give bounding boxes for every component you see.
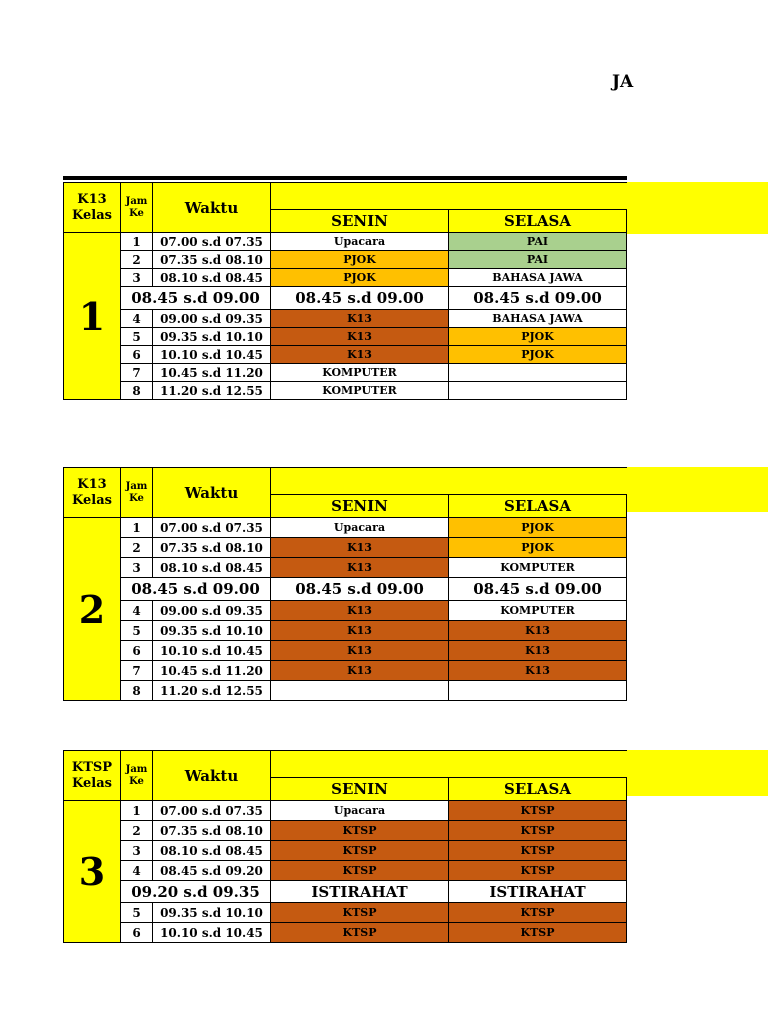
- senin-subject: K13: [271, 328, 449, 346]
- jam-ke-header: [121, 751, 153, 801]
- selasa-subject: K13: [449, 641, 627, 661]
- break-time: 09.20 s.d 09.35: [121, 881, 271, 903]
- period-number: 1: [121, 518, 153, 538]
- ke-label: Ke: [129, 207, 144, 219]
- period-time: 09.35 s.d 10.10: [153, 903, 271, 923]
- senin-subject: Upacara: [271, 801, 449, 821]
- class-number: 2: [64, 518, 121, 701]
- period-number: 5: [121, 621, 153, 641]
- period-time: 09.00 s.d 09.35: [153, 310, 271, 328]
- table-row: [64, 382, 627, 400]
- senin-subject: KTSP: [271, 821, 449, 841]
- period-time: 07.00 s.d 07.35: [153, 801, 271, 821]
- table-row: [64, 841, 627, 861]
- header-row-top: [64, 183, 627, 210]
- selasa-break: 08.45 s.d 09.00: [449, 287, 627, 310]
- table-row: [64, 364, 627, 382]
- table-row: [64, 923, 627, 943]
- senin-subject: K13: [271, 601, 449, 621]
- kelas-label: Kelas: [72, 492, 112, 508]
- senin-subject: K13: [271, 538, 449, 558]
- period-time: 08.10 s.d 08.45: [153, 841, 271, 861]
- selasa-subject: BAHASA JAWA: [449, 310, 627, 328]
- kelas-header: [64, 751, 121, 801]
- period-time: 10.10 s.d 10.45: [153, 641, 271, 661]
- senin-subject: K13: [271, 346, 449, 364]
- class-number: 3: [64, 801, 121, 943]
- senin-header: SENIN: [271, 495, 449, 518]
- period-number: 6: [121, 923, 153, 943]
- period-number: 2: [121, 821, 153, 841]
- selasa-subject: KTSP: [449, 821, 627, 841]
- period-time: 10.10 s.d 10.45: [153, 923, 271, 943]
- selasa-subject: [449, 382, 627, 400]
- break-row: [64, 287, 627, 310]
- period-time: 09.35 s.d 10.10: [153, 621, 271, 641]
- senin-subject: K13: [271, 641, 449, 661]
- selasa-subject: [449, 681, 627, 701]
- period-time: 09.35 s.d 10.10: [153, 328, 271, 346]
- break-row: [64, 578, 627, 601]
- selasa-subject: PAI: [449, 233, 627, 251]
- senin-subject: KTSP: [271, 903, 449, 923]
- selasa-break: ISTIRAHAT: [449, 881, 627, 903]
- period-time: 08.45 s.d 09.20: [153, 861, 271, 881]
- selasa-subject: KTSP: [449, 923, 627, 943]
- period-time: 08.10 s.d 08.45: [153, 558, 271, 578]
- period-time: 11.20 s.d 12.55: [153, 681, 271, 701]
- table-row: [64, 328, 627, 346]
- table-row: [64, 518, 627, 538]
- day-group-header: [271, 751, 627, 778]
- table-row: [64, 538, 627, 558]
- jam-label: Jam: [125, 195, 148, 207]
- schedule-table-2: [63, 467, 627, 701]
- senin-break: 08.45 s.d 09.00: [271, 287, 449, 310]
- day-group-header: [271, 468, 627, 495]
- ke-label: Ke: [129, 775, 144, 787]
- senin-subject: K13: [271, 558, 449, 578]
- period-time: 11.20 s.d 12.55: [153, 382, 271, 400]
- kelas-header: [64, 183, 121, 233]
- senin-subject: KTSP: [271, 923, 449, 943]
- waktu-header: Waktu: [153, 183, 271, 233]
- jam-ke-header: [121, 183, 153, 233]
- table-row: [64, 601, 627, 621]
- period-number: 7: [121, 364, 153, 382]
- schedule-table-3: [63, 750, 627, 943]
- table-row: [64, 681, 627, 701]
- header-row-top: [64, 468, 627, 495]
- period-number: 5: [121, 903, 153, 923]
- period-time: 09.00 s.d 09.35: [153, 601, 271, 621]
- table-row: [64, 821, 627, 841]
- period-number: 1: [121, 233, 153, 251]
- period-time: 07.35 s.d 08.10: [153, 251, 271, 269]
- curriculum-label: K13: [77, 191, 107, 207]
- break-time: 08.45 s.d 09.00: [121, 287, 271, 310]
- period-number: 2: [121, 538, 153, 558]
- period-number: 8: [121, 681, 153, 701]
- header-band-1: [627, 182, 768, 234]
- period-time: 08.10 s.d 08.45: [153, 269, 271, 287]
- selasa-subject: KOMPUTER: [449, 558, 627, 578]
- table-row: [64, 233, 627, 251]
- senin-break: ISTIRAHAT: [271, 881, 449, 903]
- kelas-label: Kelas: [72, 207, 112, 223]
- senin-subject: K13: [271, 621, 449, 641]
- header-band-3: [627, 750, 768, 796]
- table-row: [64, 269, 627, 287]
- class-number: 1: [64, 233, 121, 400]
- break-time: 08.45 s.d 09.00: [121, 578, 271, 601]
- selasa-subject: PJOK: [449, 346, 627, 364]
- header-band-2: [627, 467, 768, 512]
- senin-subject: KTSP: [271, 861, 449, 881]
- kelas-header: [64, 468, 121, 518]
- selasa-subject: KTSP: [449, 903, 627, 923]
- period-time: 10.45 s.d 11.20: [153, 364, 271, 382]
- table-row: [64, 801, 627, 821]
- period-number: 8: [121, 382, 153, 400]
- period-time: 07.00 s.d 07.35: [153, 233, 271, 251]
- table-row: [64, 661, 627, 681]
- header-row-top: [64, 751, 627, 778]
- table-row: [64, 903, 627, 923]
- selasa-subject: PJOK: [449, 518, 627, 538]
- selasa-subject: KTSP: [449, 801, 627, 821]
- senin-subject: K13: [271, 661, 449, 681]
- period-number: 6: [121, 641, 153, 661]
- selasa-subject: [449, 364, 627, 382]
- curriculum-label: KTSP: [71, 759, 113, 775]
- period-number: 2: [121, 251, 153, 269]
- senin-subject: KOMPUTER: [271, 382, 449, 400]
- senin-subject: Upacara: [271, 518, 449, 538]
- selasa-break: 08.45 s.d 09.00: [449, 578, 627, 601]
- table-row: [64, 558, 627, 578]
- senin-subject: KTSP: [271, 841, 449, 861]
- senin-subject: KOMPUTER: [271, 364, 449, 382]
- selasa-subject: KOMPUTER: [449, 601, 627, 621]
- senin-header: SENIN: [271, 210, 449, 233]
- jam-ke-header: [121, 468, 153, 518]
- selasa-subject: PJOK: [449, 538, 627, 558]
- period-number: 6: [121, 346, 153, 364]
- senin-subject: Upacara: [271, 233, 449, 251]
- period-number: 4: [121, 310, 153, 328]
- period-time: 07.00 s.d 07.35: [153, 518, 271, 538]
- senin-subject: PJOK: [271, 251, 449, 269]
- senin-subject: PJOK: [271, 269, 449, 287]
- table-row: [64, 861, 627, 881]
- table-row: [64, 251, 627, 269]
- schedule-table-1: [63, 182, 627, 400]
- selasa-header: SELASA: [449, 210, 627, 233]
- table-row: [64, 310, 627, 328]
- period-number: 4: [121, 601, 153, 621]
- selasa-subject: K13: [449, 621, 627, 641]
- period-number: 5: [121, 328, 153, 346]
- senin-subject: K13: [271, 310, 449, 328]
- period-number: 4: [121, 861, 153, 881]
- ke-label: Ke: [129, 492, 144, 504]
- selasa-subject: K13: [449, 661, 627, 681]
- period-time: 07.35 s.d 08.10: [153, 821, 271, 841]
- period-number: 7: [121, 661, 153, 681]
- waktu-header: Waktu: [153, 468, 271, 518]
- period-time: 10.10 s.d 10.45: [153, 346, 271, 364]
- selasa-header: SELASA: [449, 495, 627, 518]
- kelas-label: Kelas: [72, 775, 112, 791]
- break-row: [64, 881, 627, 903]
- senin-subject: [271, 681, 449, 701]
- jam-label: Jam: [125, 480, 148, 492]
- day-group-header: [271, 183, 627, 210]
- page-title: JA: [612, 72, 634, 92]
- period-number: 3: [121, 269, 153, 287]
- top-rule: [63, 176, 627, 180]
- table-row: [64, 346, 627, 364]
- selasa-subject: PJOK: [449, 328, 627, 346]
- senin-break: 08.45 s.d 09.00: [271, 578, 449, 601]
- table-row: [64, 621, 627, 641]
- table-row: [64, 641, 627, 661]
- period-number: 1: [121, 801, 153, 821]
- period-number: 3: [121, 558, 153, 578]
- period-number: 3: [121, 841, 153, 861]
- selasa-subject: PAI: [449, 251, 627, 269]
- selasa-subject: KTSP: [449, 861, 627, 881]
- period-time: 10.45 s.d 11.20: [153, 661, 271, 681]
- senin-header: SENIN: [271, 778, 449, 801]
- curriculum-label: K13: [77, 476, 107, 492]
- selasa-subject: BAHASA JAWA: [449, 269, 627, 287]
- jam-label: Jam: [125, 763, 148, 775]
- selasa-header: SELASA: [449, 778, 627, 801]
- period-time: 07.35 s.d 08.10: [153, 538, 271, 558]
- waktu-header: Waktu: [153, 751, 271, 801]
- selasa-subject: KTSP: [449, 841, 627, 861]
